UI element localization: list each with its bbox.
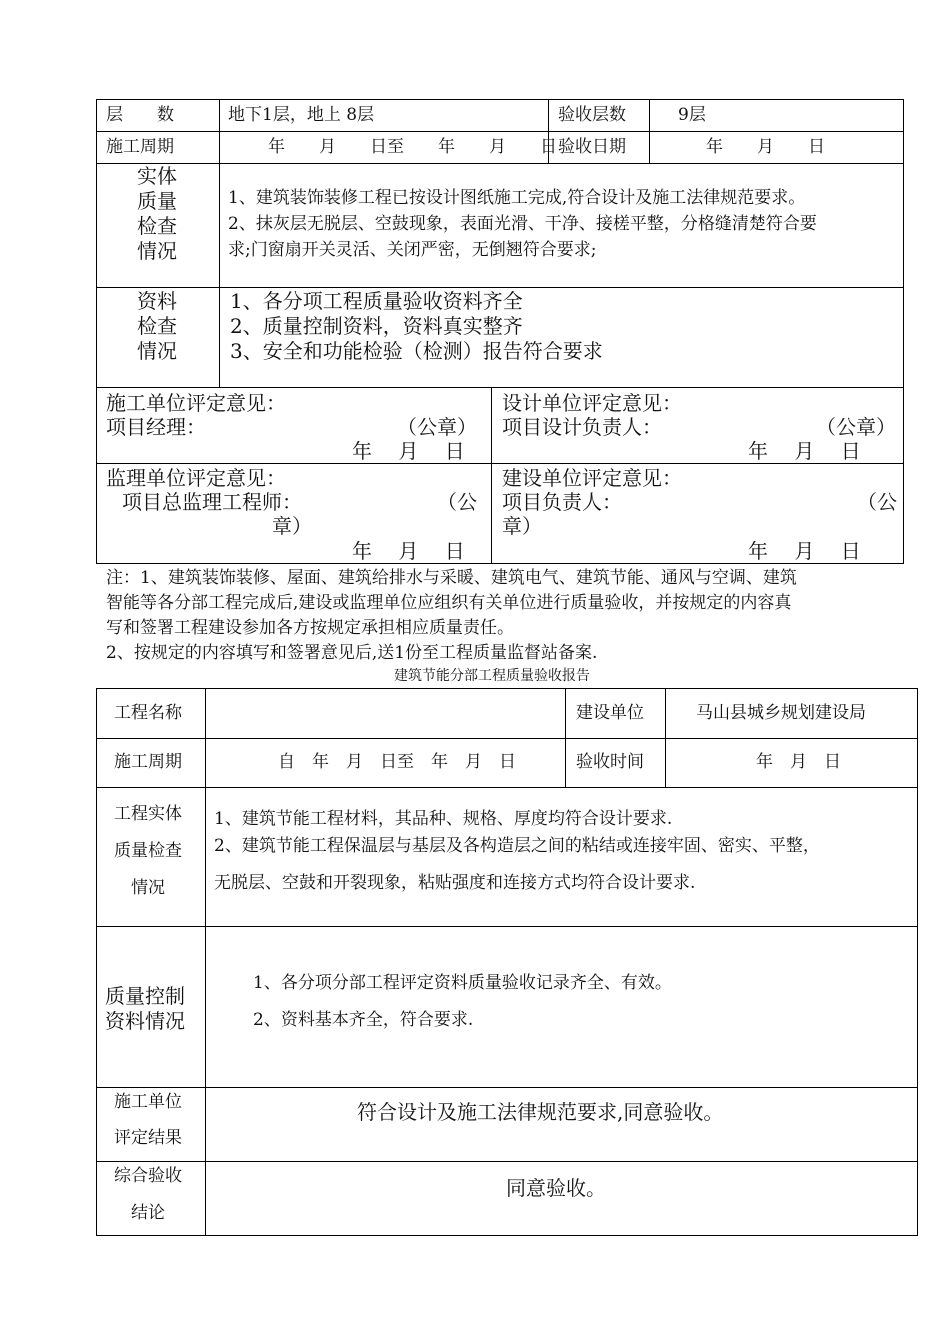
contractor-opinion-label: 施工单位评定意见： [106,391,286,415]
docs-label-3: 情况 [137,339,177,363]
owner-unit-label: 建设单位 [576,703,644,723]
owner-seal-part1: （公 [857,490,897,514]
contractor-seal: （公章） [397,415,477,439]
period-label-2: 施工周期 [114,752,182,772]
designer-opinion-label: 设计单位评定意见： [502,391,682,415]
note-line-2: 智能等各分部工程完成后,建设或监理单位应组织有关单位进行质量验收，并按规定的内容真 [106,593,792,613]
conclusion-label-2: 结论 [131,1203,165,1223]
docs-label-1: 资料 [137,289,177,313]
note-line-1: 注：1、建筑装饰装修、屋面、建筑给排水与采暖、建筑电气、建筑节能、通风与空调、建筑 [106,568,797,588]
contractor-result-label-1: 施工单位 [114,1092,182,1112]
entity2-label-2: 质量检查 [114,841,182,861]
period-label: 施工周期 [106,137,174,157]
entity-label-3: 检查 [137,214,177,238]
note-line-3: 写和签署工程建设参加各方按规定承担相应质量责任。 [106,618,514,638]
supervisor-manager-label: 项目总监理工程师： [122,490,302,514]
designer-date: 年 月 日 [748,439,861,463]
docs-text-1: 1、各分项工程质量验收资料齐全 [230,289,523,313]
entity2-label-3: 情况 [131,878,165,898]
entity-text-2: 2、抹灰层无脱层、空鼓现象，表面光滑、干净、接槎平整，分格缝清楚符合要 [228,214,817,234]
owner-date: 年 月 日 [748,539,861,563]
report-title: 建筑节能分部工程质量验收报告 [394,668,590,684]
period-value: 年 月 日至 年 月 日 [268,137,557,157]
docs-text-3: 3、安全和功能检验（检测）报告符合要求 [230,339,603,363]
entity2-text-2: 2、建筑节能工程保温层与基层及各构造层之间的粘结或连接牢固、密实、平整， [214,836,820,856]
accept-floors-label: 验收层数 [558,105,626,125]
project-name-label: 工程名称 [114,703,182,723]
floors-value: 地下1层，地上 8层 [228,105,375,125]
entity2-text-3: 无脱层、空鼓和开裂现象，粘贴强度和连接方式均符合设计要求. [214,873,696,893]
floors-label: 层 数 [106,105,174,125]
supervisor-date: 年 月 日 [352,539,465,563]
owner-unit-value: 马山县城乡规划建设局 [696,703,866,723]
contractor-result-value: 符合设计及施工法律规范要求,同意验收。 [357,1100,724,1124]
conclusion-value: 同意验收。 [506,1176,606,1200]
accept-date-value: 年 月 日 [706,137,825,157]
contractor-date: 年 月 日 [352,439,465,463]
entity-label-1: 实体 [137,164,177,188]
docs-text-2: 2、质量控制资料，资料真实整齐 [230,314,523,338]
entity-label-2: 质量 [137,189,177,213]
accept-date-label: 验收日期 [558,137,626,157]
entity2-text-1: 1、建筑节能工程材料，其品种、规格、厚度均符合设计要求. [214,809,673,829]
accept-floors-value: 9层 [678,105,706,125]
qc-text-1: 1、各分项分部工程评定资料质量验收记录齐全、有效。 [253,973,672,993]
accept-time-label: 验收时间 [576,752,644,772]
designer-manager-label: 项目设计负责人： [502,415,662,439]
conclusion-label-1: 综合验收 [114,1166,182,1186]
supervisor-opinion-label: 监理单位评定意见： [106,466,286,490]
designer-seal: （公章） [816,415,896,439]
entity-text-3: 求;门窗扇开关灵活、关闭严密，无倒翘符合要求; [228,240,597,260]
qc-label-2: 资料情况 [105,1009,185,1033]
entity-text-1: 1、建筑装饰装修工程已按设计图纸施工完成,符合设计及施工法律规范要求。 [228,188,806,208]
contractor-manager-label: 项目经理： [106,415,206,439]
note-line-4: 2、按规定的内容填写和签署意见后,送1份至工程质量监督站备案. [106,643,598,663]
docs-label-2: 检查 [137,314,177,338]
owner-manager-label: 项目负责人： [502,490,622,514]
owner-opinion-label: 建设单位评定意见： [502,466,682,490]
contractor-result-label-2: 评定结果 [114,1128,182,1148]
qc-text-2: 2、资料基本齐全，符合要求. [253,1010,474,1030]
owner-seal-part2: 章） [502,514,542,538]
entity2-label-1: 工程实体 [114,804,182,824]
supervisor-seal-part1: （公 [437,490,477,514]
supervisor-seal-part2: 章） [272,514,312,538]
period-value-2: 自 年 月 日至 年 月 日 [278,752,516,772]
entity-label-4: 情况 [137,239,177,263]
qc-label-1: 质量控制 [105,984,185,1008]
accept-time-value: 年 月 日 [756,752,841,772]
